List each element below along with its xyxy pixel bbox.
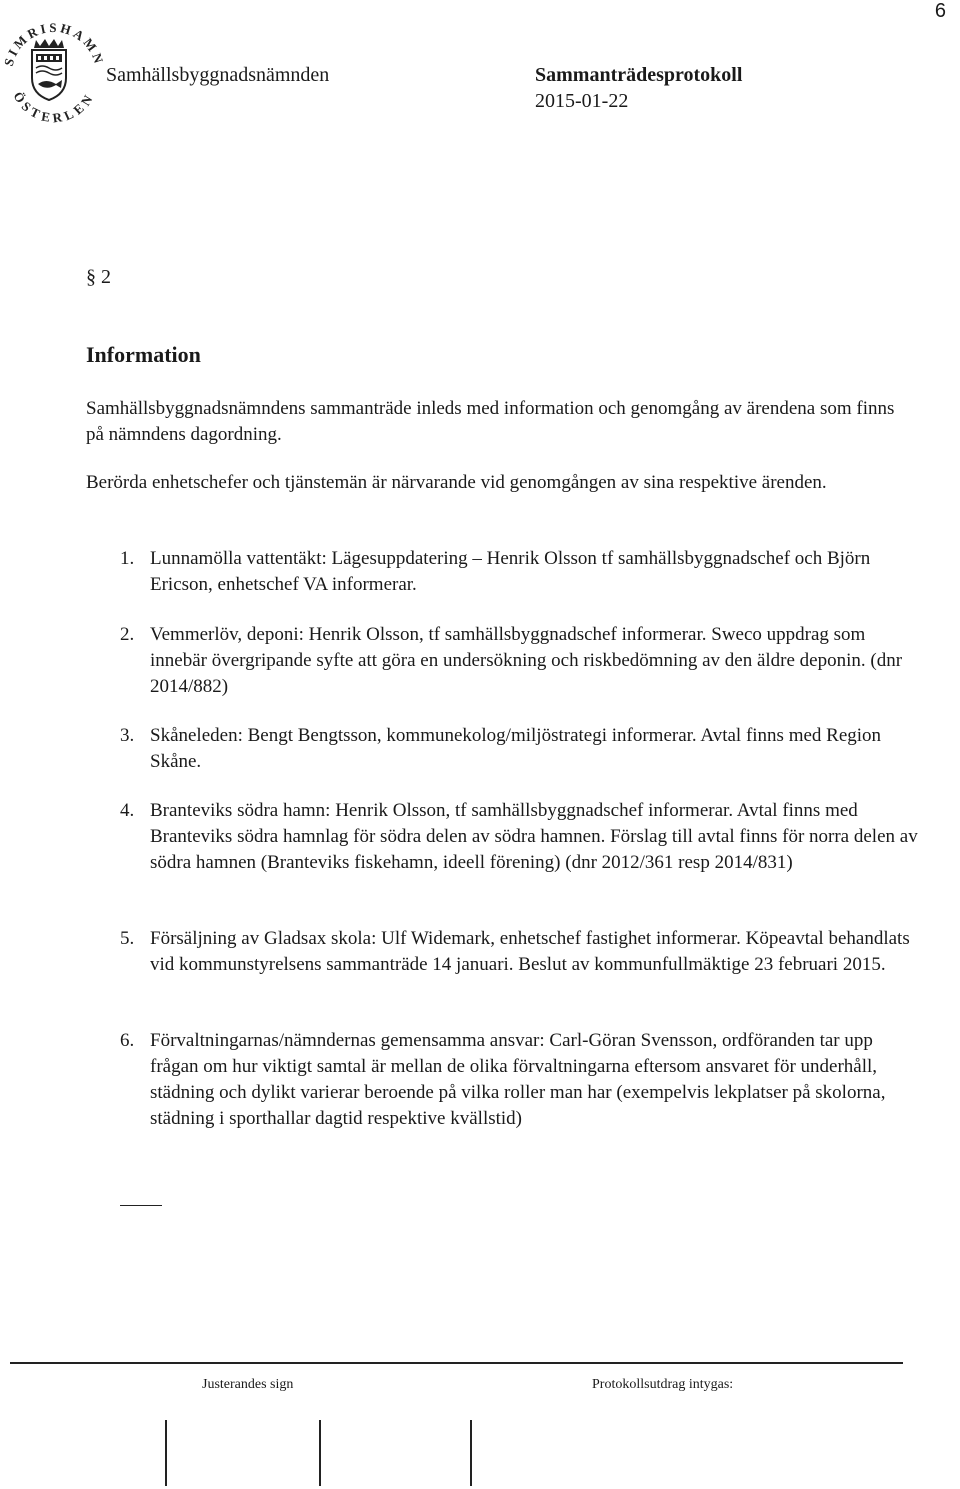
intro-paragraph: Samhällsbyggnadsnämndens sammanträde inleds med information och genomgång av ärendena som finns på nämndens dagordning. bbox=[86, 398, 895, 445]
item-number: 6. bbox=[120, 1030, 135, 1051]
item-number: 4. bbox=[120, 800, 135, 821]
signature-box-line bbox=[470, 1420, 472, 1486]
item-text: Lunnamölla vattentäkt: Lägesuppdatering – Henrik Olsson tf samhällsbyggnadschef och Björn Ericson, enhetschef VA informerar. bbox=[150, 548, 871, 595]
item-text: Förvaltningarnas/nämndernas gemensamma ansvar: Carl-Göran Svensson, ordföranden tar upp frågan om hur viktigt samtal är mellan de olika förvaltningarna eftersom ansvaret för underhåll, städning och dylikt varierar beroende på vilka roller man har (exempelvis lekplatser på skolorna, städning i sporthallar dagtid respektive kvällstid) bbox=[150, 1030, 886, 1129]
section-marker: § 2 bbox=[86, 266, 111, 288]
signature-box-line bbox=[319, 1420, 321, 1486]
attendees-paragraph: Berörda enhetschefer och tjänstemän är närvarande vid genomgången av sina respektive ärenden. bbox=[86, 472, 827, 493]
protocol-title: Sammanträdesprotokoll bbox=[535, 64, 743, 86]
footer-divider bbox=[10, 1362, 903, 1364]
simrishamn-coat-of-arms-logo bbox=[0, 12, 108, 128]
signature-box-line bbox=[165, 1420, 167, 1486]
item-text: Skåneleden: Bengt Bengtsson, kommunekolog/miljöstrategi informerar. Avtal finns med Region Skåne. bbox=[150, 725, 882, 772]
protocol-date: 2015-01-22 bbox=[535, 90, 629, 112]
section-title: Information bbox=[86, 342, 201, 367]
page-number: 6 bbox=[934, 0, 946, 22]
certify-label: Protokollsutdrag intygas: bbox=[592, 1377, 734, 1392]
item-number: 3. bbox=[120, 725, 135, 746]
item-text: Försäljning av Gladsax skola: Ulf Widemark, enhetschef fastighet informerar. Köpeavtal behandlats vid kommunstyrelsens sammanträde 14 januari. Beslut av kommunfullmäktige 23 februari 2015. bbox=[150, 928, 910, 975]
item-text: Vemmerlöv, deponi: Henrik Olsson, tf samhällsbyggnadschef informerar. Sweco uppdrag som innebär övergripande syfte att göra en undersökning och riskbedömning av den äldre deponin. (dnr 2014/882) bbox=[150, 624, 903, 697]
end-of-section-rule bbox=[120, 1205, 162, 1206]
signature-label: Justerandes sign bbox=[202, 1377, 294, 1392]
item-number: 5. bbox=[120, 928, 135, 949]
svg-text:ÖSTERLEN: ÖSTERLEN bbox=[10, 89, 98, 126]
item-number: 1. bbox=[120, 548, 135, 569]
item-number: 2. bbox=[120, 624, 135, 645]
svg-text:SIMRISHAMN: SIMRISHAMN bbox=[0, 19, 108, 68]
committee-name: Samhällsbyggnadsnämnden bbox=[106, 64, 330, 86]
item-text: Branteviks södra hamn: Henrik Olsson, tf samhällsbyggnadschef informerar. Avtal finns med Branteviks södra hamnlag för södra delen av södra hamnen. Förslag till avtal finns för norra delen av södra hamnen (Branteviks fiskehamn, ideell förening) (dnr 2012/361 resp 2014/831) bbox=[150, 800, 918, 873]
